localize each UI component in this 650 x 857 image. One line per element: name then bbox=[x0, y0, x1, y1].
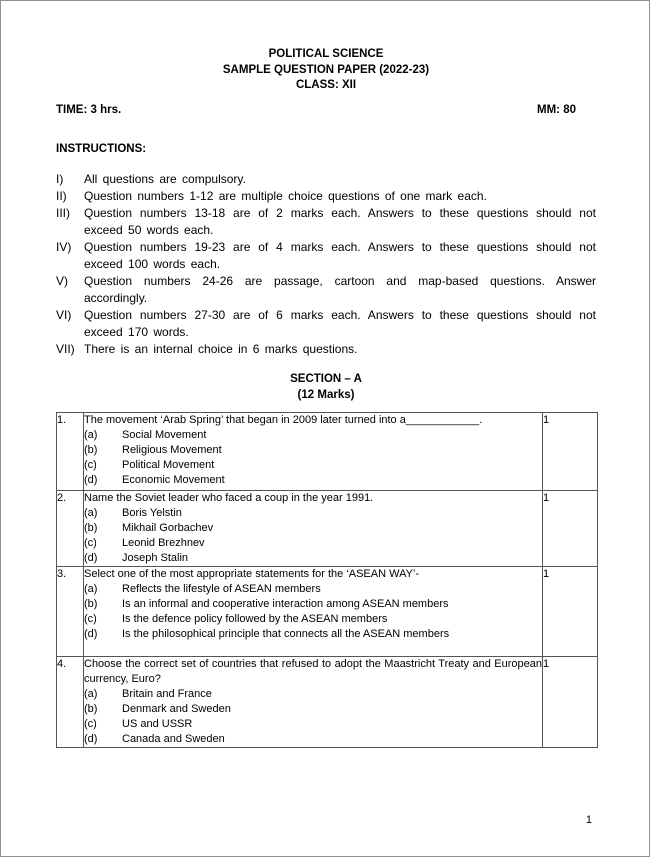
option-row bbox=[84, 551, 542, 566]
question-text: Choose the correct set of countries that refused to adopt the Maastricht Treaty and European currency, Euro? bbox=[84, 657, 542, 685]
option-row bbox=[84, 473, 542, 488]
option-text: Leonid Brezhnev bbox=[122, 536, 205, 549]
option-row bbox=[84, 687, 542, 702]
question-text: Select one of the most appropriate statements for the ‘ASEAN WAY’- bbox=[84, 567, 420, 580]
option-text: Joseph Stalin bbox=[122, 551, 189, 564]
option-text: Reflects the lifestyle of ASEAN members bbox=[122, 582, 321, 595]
option-label: (b) bbox=[84, 702, 98, 715]
section-marks: (12 Marks) bbox=[297, 389, 355, 401]
option-label: (d) bbox=[84, 732, 98, 745]
option-row bbox=[84, 428, 542, 443]
option-label: (b) bbox=[84, 597, 98, 610]
instruction-numeral: VI) bbox=[56, 307, 72, 322]
instruction-text: Question numbers 24-26 are passage, cartoon and map-based questions. Answer accordingly. bbox=[84, 273, 596, 305]
option-text: Is the philosophical principle that connects all the ASEAN members bbox=[122, 627, 450, 640]
instruction-item bbox=[56, 188, 596, 205]
option-text: Boris Yelstin bbox=[122, 506, 182, 519]
option-row bbox=[84, 582, 542, 597]
option-label: (d) bbox=[84, 551, 98, 564]
instruction-text: All questions are compulsory. bbox=[84, 171, 246, 186]
question-cell bbox=[84, 490, 543, 566]
option-row bbox=[84, 717, 542, 732]
instructions-heading: INSTRUCTIONS: bbox=[56, 142, 147, 155]
option-row bbox=[84, 732, 542, 747]
option-label: (c) bbox=[84, 536, 97, 549]
instruction-text: Question numbers 27-30 are of 6 marks each. Answers to these questions should not exceed 170 words. bbox=[84, 307, 596, 339]
instruction-item bbox=[56, 273, 596, 307]
document-title: POLITICAL SCIENCE bbox=[268, 48, 384, 60]
instruction-numeral: II) bbox=[56, 188, 67, 203]
question-marks: 1 bbox=[543, 656, 598, 747]
instruction-item bbox=[56, 307, 596, 341]
option-label: (b) bbox=[84, 521, 98, 534]
document-header bbox=[56, 47, 596, 94]
question-cell bbox=[84, 656, 543, 747]
option-label: (c) bbox=[84, 458, 97, 471]
instruction-item bbox=[56, 341, 596, 358]
instruction-text: There is an internal choice in 6 marks questions. bbox=[84, 341, 358, 356]
instruction-item bbox=[56, 171, 596, 188]
option-row bbox=[84, 702, 542, 717]
option-label: (a) bbox=[84, 506, 98, 519]
page-number: 1 bbox=[585, 814, 592, 826]
questions-table bbox=[56, 412, 598, 748]
section-heading bbox=[56, 371, 596, 404]
question-number: 4. bbox=[57, 656, 84, 747]
document-class-line: CLASS: XII bbox=[295, 79, 357, 91]
max-marks-label: MM: 80 bbox=[537, 103, 576, 116]
question-cell bbox=[84, 566, 543, 656]
option-label: (a) bbox=[84, 428, 98, 441]
option-row bbox=[84, 612, 542, 627]
option-row bbox=[84, 443, 542, 458]
instruction-numeral: IV) bbox=[56, 239, 72, 254]
question-marks: 1 bbox=[543, 412, 598, 490]
option-row bbox=[84, 521, 542, 536]
instruction-item bbox=[56, 239, 596, 273]
option-label: (b) bbox=[84, 443, 98, 456]
document-subtitle: SAMPLE QUESTION PAPER (2022-23) bbox=[222, 63, 430, 76]
option-label: (d) bbox=[84, 627, 98, 640]
question-row bbox=[57, 490, 598, 566]
question-text: The movement ‘Arab Spring’ that began in 2009 later turned into a____________. bbox=[84, 413, 483, 426]
instruction-item bbox=[56, 205, 596, 239]
option-row bbox=[84, 627, 542, 642]
option-text: Mikhail Gorbachev bbox=[122, 521, 214, 534]
question-marks: 1 bbox=[543, 566, 598, 656]
question-marks: 1 bbox=[543, 490, 598, 566]
option-label: (d) bbox=[84, 473, 98, 486]
instruction-numeral: III) bbox=[56, 205, 70, 220]
question-number: 1. bbox=[57, 412, 84, 490]
option-text: US and USSR bbox=[122, 717, 193, 730]
option-label: (a) bbox=[84, 687, 98, 700]
question-row bbox=[57, 566, 598, 656]
option-label: (c) bbox=[84, 612, 97, 625]
option-text: Is the defence policy followed by the ASEAN members bbox=[122, 612, 388, 625]
option-text: Denmark and Sweden bbox=[122, 702, 231, 715]
time-marks-row bbox=[56, 104, 596, 116]
section-title: SECTION – A bbox=[290, 372, 362, 385]
option-text: Economic Movement bbox=[122, 473, 225, 486]
question-row bbox=[57, 412, 598, 490]
instruction-numeral: I) bbox=[56, 171, 64, 186]
option-text: Is an informal and cooperative interaction among ASEAN members bbox=[122, 597, 449, 610]
instruction-numeral: V) bbox=[56, 273, 68, 288]
question-number: 3. bbox=[57, 566, 84, 656]
option-text: Religious Movement bbox=[122, 443, 222, 456]
option-text: Britain and France bbox=[122, 687, 212, 700]
question-row bbox=[57, 656, 598, 747]
instruction-numeral: VII) bbox=[56, 341, 75, 356]
option-text: Social Movement bbox=[122, 428, 207, 441]
instructions-list bbox=[56, 171, 596, 358]
option-row bbox=[84, 536, 542, 551]
option-row bbox=[84, 597, 542, 612]
option-label: (c) bbox=[84, 717, 97, 730]
time-label: TIME: 3 hrs. bbox=[56, 103, 122, 116]
instruction-text: Question numbers 19-23 are of 4 marks each. Answers to these questions should not exceed 100 words each. bbox=[84, 239, 596, 271]
instruction-text: Question numbers 1-12 are multiple choice questions of one mark each. bbox=[84, 188, 487, 203]
question-cell bbox=[84, 412, 543, 490]
option-label: (a) bbox=[84, 582, 98, 595]
question-number: 2. bbox=[57, 490, 84, 566]
question-text: Name the Soviet leader who faced a coup in the year 1991. bbox=[84, 491, 374, 504]
instruction-text: Question numbers 13-18 are of 2 marks each. Answers to these questions should not exceed 50 words each. bbox=[84, 205, 596, 237]
option-text: Political Movement bbox=[122, 458, 215, 471]
option-row bbox=[84, 458, 542, 473]
option-text: Canada and Sweden bbox=[122, 732, 225, 745]
option-row bbox=[84, 506, 542, 521]
